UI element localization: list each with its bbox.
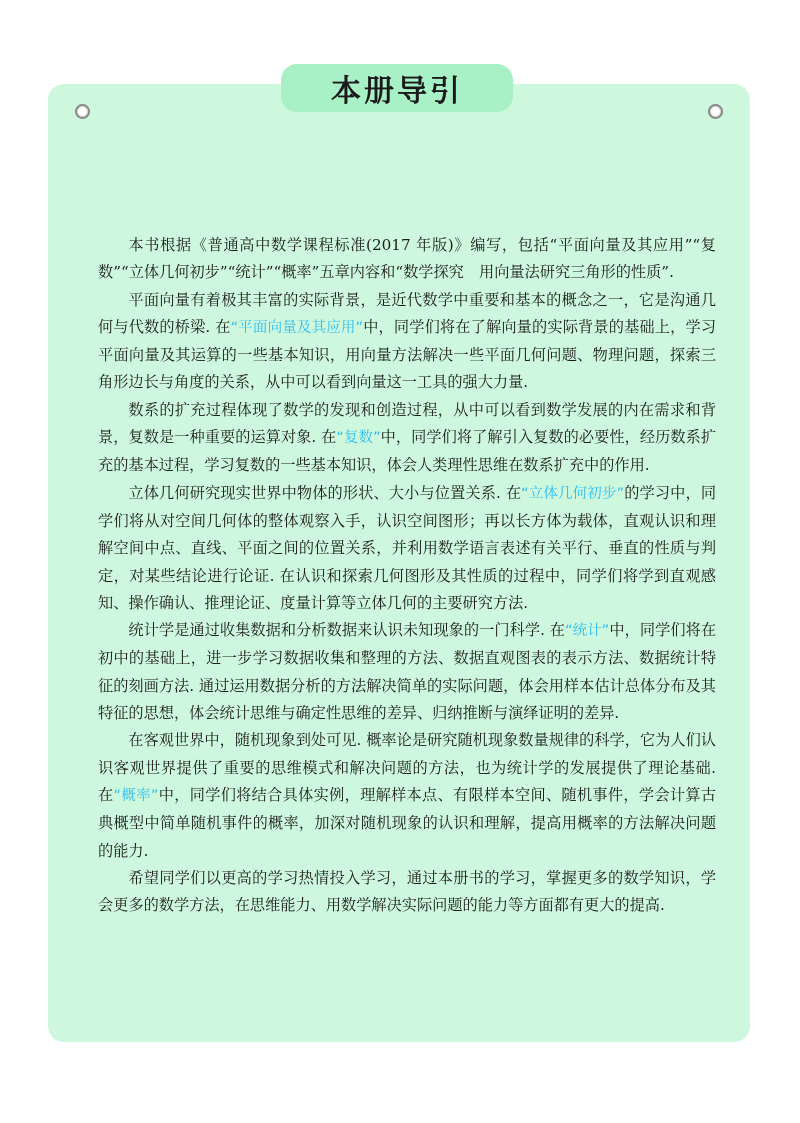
paragraph-text: 中，同学们将在初中的基础上，进一步学习数据收集和整理的方法、数据直观图表的表示方法、数据统计特征的刻画方法. 通过运用数据分析的方法解决简单的实际问题，体会用样本估计总体分布及其特征的思想，体会统计思维与确定性思维的差异、归纳推断与演绎证明的差异.: [98, 621, 717, 723]
guide-text: [98, 232, 716, 919]
highlighted-chapter-name: “复数”: [336, 430, 381, 447]
page-title: 本册导引: [331, 74, 463, 109]
paragraph: [98, 727, 716, 864]
paragraph-text: 希望同学们以更高的学习热情投入学习，通过本册书的学习，掌握更多的数学知识，学会更多的数学方法，在思维能力、用数学解决实际问题的能力等方面都有更大的提高.: [98, 868, 716, 915]
paragraph-text: 中，同学们将在了解向量的实际背景的基础上，学习平面向量及其运算的一些基本知识，用向量方法解决一些平面几何问题、物理问题，探索三角形边长与角度的关系，从中可以看到向量这一工具的强大力量.: [98, 317, 717, 392]
paragraph-text: 本书根据《普通高中数学课程标准(2017 年版)》编写，包括“平面向量及其应用”“复数”“立体几何初步”“统计”“概率”五章内容和“数学探究 用向量法研究三角形的性质”.: [98, 236, 716, 282]
highlighted-chapter-name: “平面向量及其应用”: [230, 319, 364, 336]
binder-ring-icon: [75, 104, 90, 119]
binder-ring-icon: [708, 104, 723, 119]
paragraph: [98, 287, 716, 397]
paragraph-text: 中，同学们将了解引入复数的必要性，经历数系扩充的基本过程，学习复数的一些基本知识，体会人类理性思维在数系扩充中的作用.: [98, 428, 717, 475]
paragraph: [98, 865, 716, 920]
title-tab: [281, 64, 513, 112]
paragraph: [98, 397, 716, 480]
paragraph-text: 统计学是通过收集数据和分析数据来认识未知现象的一门科学. 在: [128, 621, 566, 640]
highlighted-chapter-name: “立体几何初步”: [521, 485, 625, 502]
highlighted-chapter-name: “概率”: [113, 787, 159, 804]
paragraph-text: 中，同学们将结合具体实例，理解样本点、有限样本空间、随机事件，学会计算古典概型中简单随机事件的概率，加深对随机现象的认识和理解，提高用概率的方法解决问题的能力.: [98, 785, 717, 860]
paragraph-text: 的学习中，同学们将从对空间几何体的整体观察入手，认识空间图形；再以长方体为载体，直观认识和理解空间中点、直线、平面之间的位置关系，并利用数学语言表述有关平行、垂直的性质与判定，对某些结论进行论证. 在认识和探索几何图形及其性质的过程中，同学们将学到直观感知、操作确认、推理论证、度量计算等立体几何的主要研究方法.: [98, 483, 717, 612]
paragraph: [98, 480, 716, 617]
paragraph-text: 在客观世界中，随机现象到处可见. 概率论是研究随机现象数量规律的科学，它为人们认识客观世界提供了重要的思维模式和解决问题的方法，也为统计学的发展提供了理论基础. 在: [98, 731, 716, 804]
paragraph-text: 数系的扩充过程体现了数学的发现和创造过程，从中可以看到数学发展的内在需求和背景，复数是一种重要的运算对象. 在: [98, 400, 716, 447]
paragraph-text: 立体几何研究现实世界中物体的形状、大小与位置关系. 在: [128, 483, 522, 502]
paragraph: [98, 232, 716, 287]
paragraph-text: 平面向量有着极其丰富的实际背景，是近代数学中重要和基本的概念之一，它是沟通几何与代数的桥梁. 在: [98, 290, 716, 336]
highlighted-chapter-name: “统计”: [565, 623, 610, 640]
paragraph: [98, 617, 716, 727]
